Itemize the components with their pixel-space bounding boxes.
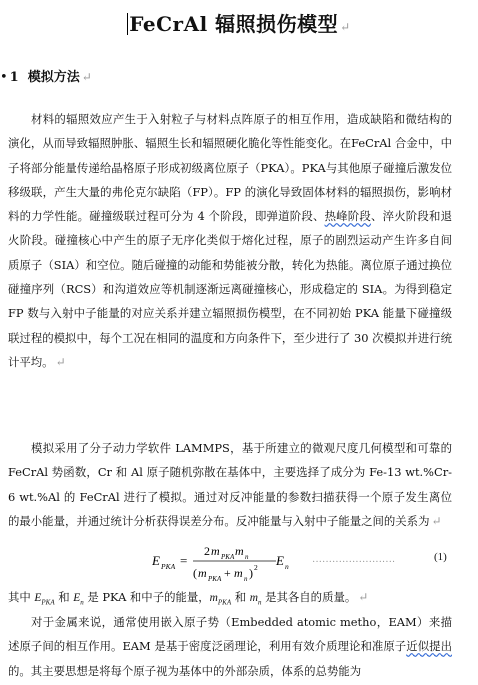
paragraph-1-text-a: 材料的辐照效应产生于入射粒子与材料点阵原子的相互作用，造成缺陷和微结构的演化，从而导致辐照肿胀、辐照生长和辐照硬化脆化等性能变化。在FeCrAl 合金中，中子将部分能量传递给晶格原子形成初级离位原子（PKA）。PKA与其他原子碰撞后激发位移级联，产生大量的弗伦克尔缺陷（FP）。FP 的演化导致固体材料的辐照损伤，影响材料的力学性能。碰撞级联过程可分为 4 个阶段，即弹道阶段、 [8, 112, 452, 224]
svg-text:=: = [180, 553, 188, 568]
spellcheck-underlined-text: 热峰阶段 [324, 209, 371, 224]
svg-text:2: 2 [254, 563, 258, 572]
p3-text: 是 PKA 和中子的能量， [83, 590, 210, 604]
spellcheck-underlined-text: 近似提出 [406, 639, 452, 654]
svg-text:2: 2 [204, 544, 210, 558]
equation-number: (1) [434, 551, 447, 563]
document-title [0, 8, 478, 37]
document-title-text: FeCrAl 辐照损伤模型 [129, 12, 339, 36]
paragraph-1 [8, 107, 452, 374]
svg-text:n: n [244, 575, 248, 582]
paragraph-mark-icon: ↵ [340, 20, 351, 34]
p3-text: 是其各自的质量。 [261, 590, 357, 604]
paragraph-3: 其中 $E_{PKA}$ 和 $E_n$ 是 PKA 和中子的能量，$m_{PKA}$ 和 $m_n$ 是其各自的质量。 ↵ [8, 590, 369, 607]
svg-text:m: m [235, 544, 244, 558]
svg-text:m: m [234, 566, 243, 580]
paragraph-2-text: 模拟采用了分子动力学软件 LAMMPS，基于所建立的微观尺度几何模型和可靠的 FeCrAl 势函数，Cr 和 Al 原子随机弥散在基体中，主要选择了成分为 Fe-13 wt.%Cr-6 wt.%Al 的 FeCrAl 进行了模拟。通过对反冲能量的参数扫描获得一个原子发生离位的最小能量，并通过统计分析获得误差分布。反冲能量与入射中子能量之间的关系为 [8, 441, 452, 528]
svg-text:PKA: PKA [221, 553, 235, 561]
paragraph-mark-icon: ↵ [55, 354, 66, 369]
svg-text:): ) [249, 566, 253, 580]
paragraph-mark-icon: ↵ [81, 70, 92, 84]
svg-text:PKA: PKA [208, 575, 222, 582]
svg-text:·························: ························· [312, 557, 396, 568]
paragraph-4-text-b: 的。其主要思想是将每个原子视为基体中的外部杂质，体系的总势能为 [8, 663, 362, 678]
paragraph-mark-icon: ↵ [431, 513, 442, 528]
paragraph-mark-icon: ↵ [358, 590, 369, 604]
section-heading [0, 66, 92, 85]
paragraph-2 [8, 436, 452, 533]
bullet-icon: • [0, 70, 8, 85]
svg-text:n: n [285, 562, 289, 571]
p3-text: 和 [231, 590, 250, 604]
svg-text:+: + [224, 566, 231, 580]
svg-text:m: m [198, 566, 207, 580]
paragraph-4 [8, 610, 452, 683]
section-number: 1 [9, 70, 19, 85]
paragraph-1-text-b: 、淬火阶段和退火阶段。碰撞核心中产生的原子无序化类似于熔化过程，原子的剧烈运动产生许多自间质原子（SIA）和空位。随后碰撞的动能和势能被分散，转化为热能。离位原子通过换位碰撞序列（RCS）和沟道效应等机制逐渐远离碰撞核心，形成稳定的 SIA。为得到稳定 FP 数与入射中子能量的对应关系并建立辐照损伤模型，在不同初始 PKA 能量下碰撞级联过程的模拟中，每个工况在相同的温度和方向条件下，至少进行了 30 次模拟并进行统计平均。 [8, 209, 452, 369]
equation-1 [152, 538, 452, 582]
svg-text:PKA: PKA [161, 562, 176, 571]
svg-text:(: ( [193, 566, 197, 580]
svg-text:m: m [211, 544, 220, 558]
p3-text: 和 [54, 590, 74, 604]
paragraph-4-text-a: 对于金属来说，通常使用嵌入原子势（Embedded atomic metho，EAM）来描述原子间的相互作用。EAM 是基于密度泛函理论，利用有效介质理论和准原子 [8, 615, 452, 654]
p3-text: 其中 [8, 590, 35, 604]
section-title: 模拟方法 [27, 70, 80, 85]
svg-text:E: E [152, 553, 160, 568]
svg-text:E: E [276, 553, 284, 568]
svg-text:n: n [245, 553, 249, 561]
